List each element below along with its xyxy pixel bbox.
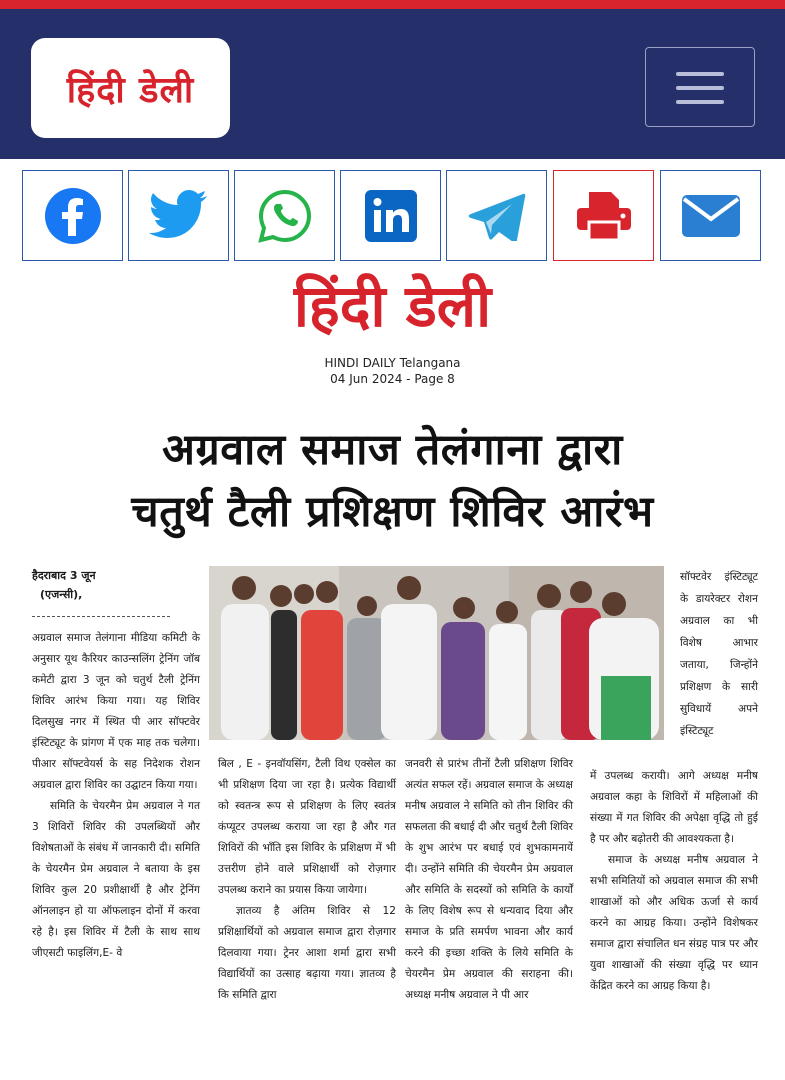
byline-divider xyxy=(32,616,170,617)
site-logo[interactable] xyxy=(31,38,230,138)
facebook-icon xyxy=(43,186,103,246)
column-2-paragraph-2: ज्ञातव्य है अंतिम शिविर से 12 प्रशिक्षार्थियों को अग्रवाल समाज द्वारा रोज़गार दिलवाया गया। ट्रेनर आशा शर्मा द्वारा सभी विद्यार्थियों का उत्साह बढ़ाया गया। ज्ञातव्य है कि समिति द्वारा xyxy=(218,905,396,1001)
article-column-2 xyxy=(218,754,396,1006)
site-logo-text: हिंदी डेली xyxy=(66,69,195,111)
print-button[interactable] xyxy=(553,170,654,261)
newspaper-edition: HINDI DAILY Telangana xyxy=(324,356,461,370)
printer-icon xyxy=(575,190,633,242)
group-photo-illustration xyxy=(209,566,664,740)
article-column-4-top xyxy=(680,566,758,742)
hamburger-menu-icon xyxy=(676,72,724,76)
share-twitter-button[interactable] xyxy=(128,170,229,261)
column-4-paragraph-2: समाज के अध्यक्ष मनीष अग्रवाल ने सभी समितियों को अग्रवाल समाज की सभी शाखाओं को और अधिक ऊर्जा से कार्य करने का आग्रह किया। उन्होंने विशेषकर समाज द्वारा संचालित धन संग्रह पात्र पर और युवा शाखाओं की संख्या वृद्धि पर ध्यान केंद्रित करने का आग्रह किया है। xyxy=(590,854,758,992)
dateline-agency: (एजन्सी), xyxy=(40,588,83,601)
article-photo xyxy=(209,566,664,740)
article-column-1 xyxy=(32,628,200,964)
menu-button[interactable] xyxy=(645,47,755,127)
article-headline-line1: अग्रवाल समाज तेलंगाना द्वारा xyxy=(162,425,623,475)
column-2-paragraph-1: बिल , E - इनवॉयसिंग, टैली विथ एक्सेल का भी प्रशिक्षण दिया जा रहा है। प्रत्येक विद्यार्थी को स्वतन्त्र रूप से प्रशिक्षण के लिए स्वतंत्र कंप्यूटर उपलब्ध कराया जा रहा है और गत शिविरों की भाँति इस शिविर के प्रशिक्षण में भी उत्तरीण होने वाले प्रशिक्षार्थी को रोज़गार उपलब्ध कराने का प्रयास किया जायेगा। xyxy=(218,758,396,896)
column-1-paragraph-2: समिति के चेयरमैन प्रेम अग्रवाल ने गत 3 शिविरों शिविर की उपलब्धियों और विशेषताओं के संबंध में जानकारी दी। समिति के चेयरमैन प्रेम अग्रवाल ने बताया के इस शिविर कुल 20 प्रशीक्षार्थी है और ट्रेनिंग ऑनलाइन हो या ऑफलाइन दोनों में करवा रहे है। इस शिविर में टैली के साथ साथ जीएसटी फाइलिंग,E- वे xyxy=(32,800,200,959)
column-4-top-paragraph: सॉफ्टवेर इंस्टिट्यूट के डायरेक्टर रोशन अग्रवाल का भी विशेष आभार जताया, जिन्होंने प्रशिक्षण के सारी सुविधायें अपने इंस्टिट्यूट xyxy=(680,571,758,737)
share-bar xyxy=(20,170,768,263)
hamburger-menu-icon-bar xyxy=(676,100,724,104)
whatsapp-icon xyxy=(257,188,313,244)
article-headline-line2: चतुर्थ टैली प्रशिक्षण शिविर आरंभ xyxy=(131,487,654,537)
linkedin-icon xyxy=(364,189,418,243)
newspaper-date-page: 04 Jun 2024 - Page 8 xyxy=(330,372,455,386)
column-4-paragraph-1: में उपलब्ध करायी। आगे अध्यक्ष मनीष अग्रवाल कहा के शिविरों में महिलाओं की संख्या में गत शिविर की अपेक्षा वृद्धि तो हुई है पर और बढ़ोतरी की आवश्यकता है। xyxy=(590,770,758,845)
share-linkedin-button[interactable] xyxy=(340,170,441,261)
article-column-4 xyxy=(590,766,758,997)
dateline xyxy=(32,566,96,604)
telegram-icon xyxy=(468,191,526,241)
email-icon xyxy=(681,194,741,238)
share-facebook-button[interactable] xyxy=(22,170,123,261)
dateline-city: हैदराबाद 3 जून xyxy=(32,569,96,582)
share-email-button[interactable] xyxy=(660,170,761,261)
article-column-3 xyxy=(405,754,573,1006)
column-1-paragraph-1: अग्रवाल समाज तेलंगाना मीडिया कमिटी के अनुसार यूथ कैरियर काउन्सलिंग ट्रेनिंग जॉब कमेटी द्वारा 3 जून को चतुर्थ टैली ट्रेनिंग शिविर आरंभ किया गया। यह शिविर दिलसुख नगर में स्थित पी आर सॉफ्टवेर इंस्टिट्यूट के प्रांगण में एक माह तक चलेगा। पीआर सॉफ्टवेयर्स के सह निदेशक रोशन अग्रवाल द्वारा शिविर का उद्घाटन किया गया। xyxy=(32,632,200,791)
twitter-icon xyxy=(149,190,209,242)
hamburger-menu-icon-bar xyxy=(676,86,724,90)
share-telegram-button[interactable] xyxy=(446,170,547,261)
newspaper-logo: हिंदी डेली xyxy=(293,272,492,340)
header-accent-stripe xyxy=(0,0,785,9)
share-whatsapp-button[interactable] xyxy=(234,170,335,261)
column-3-paragraph-1: जनवरी से प्रारंभ तीनों टैली प्रशिक्षण शिविर अत्यंत सफल रहें। अग्रवाल समाज के अध्यक्ष मनीष अग्रवाल ने समिति को तीन शिविर की सफलता की बधाई दी और चतुर्थ टैली शिविर के शुभ आरंभ पर बधाई एवं शुभकामनायें दी। उन्होंने समिति की चेयरमैन प्रेम अग्रवाल और समिति के सदस्यों को समिति के कार्यों के लिए विशेष रूप से धन्यवाद दिया और समाज के प्रति समर्पण भावना और कार्य करने की इच्छा शक्ति के लिये समिति के चेयरमैन प्रेम अग्रवाल की सराहना की। अध्यक्ष मनीष अग्रवाल ने पी आर xyxy=(405,758,573,1001)
